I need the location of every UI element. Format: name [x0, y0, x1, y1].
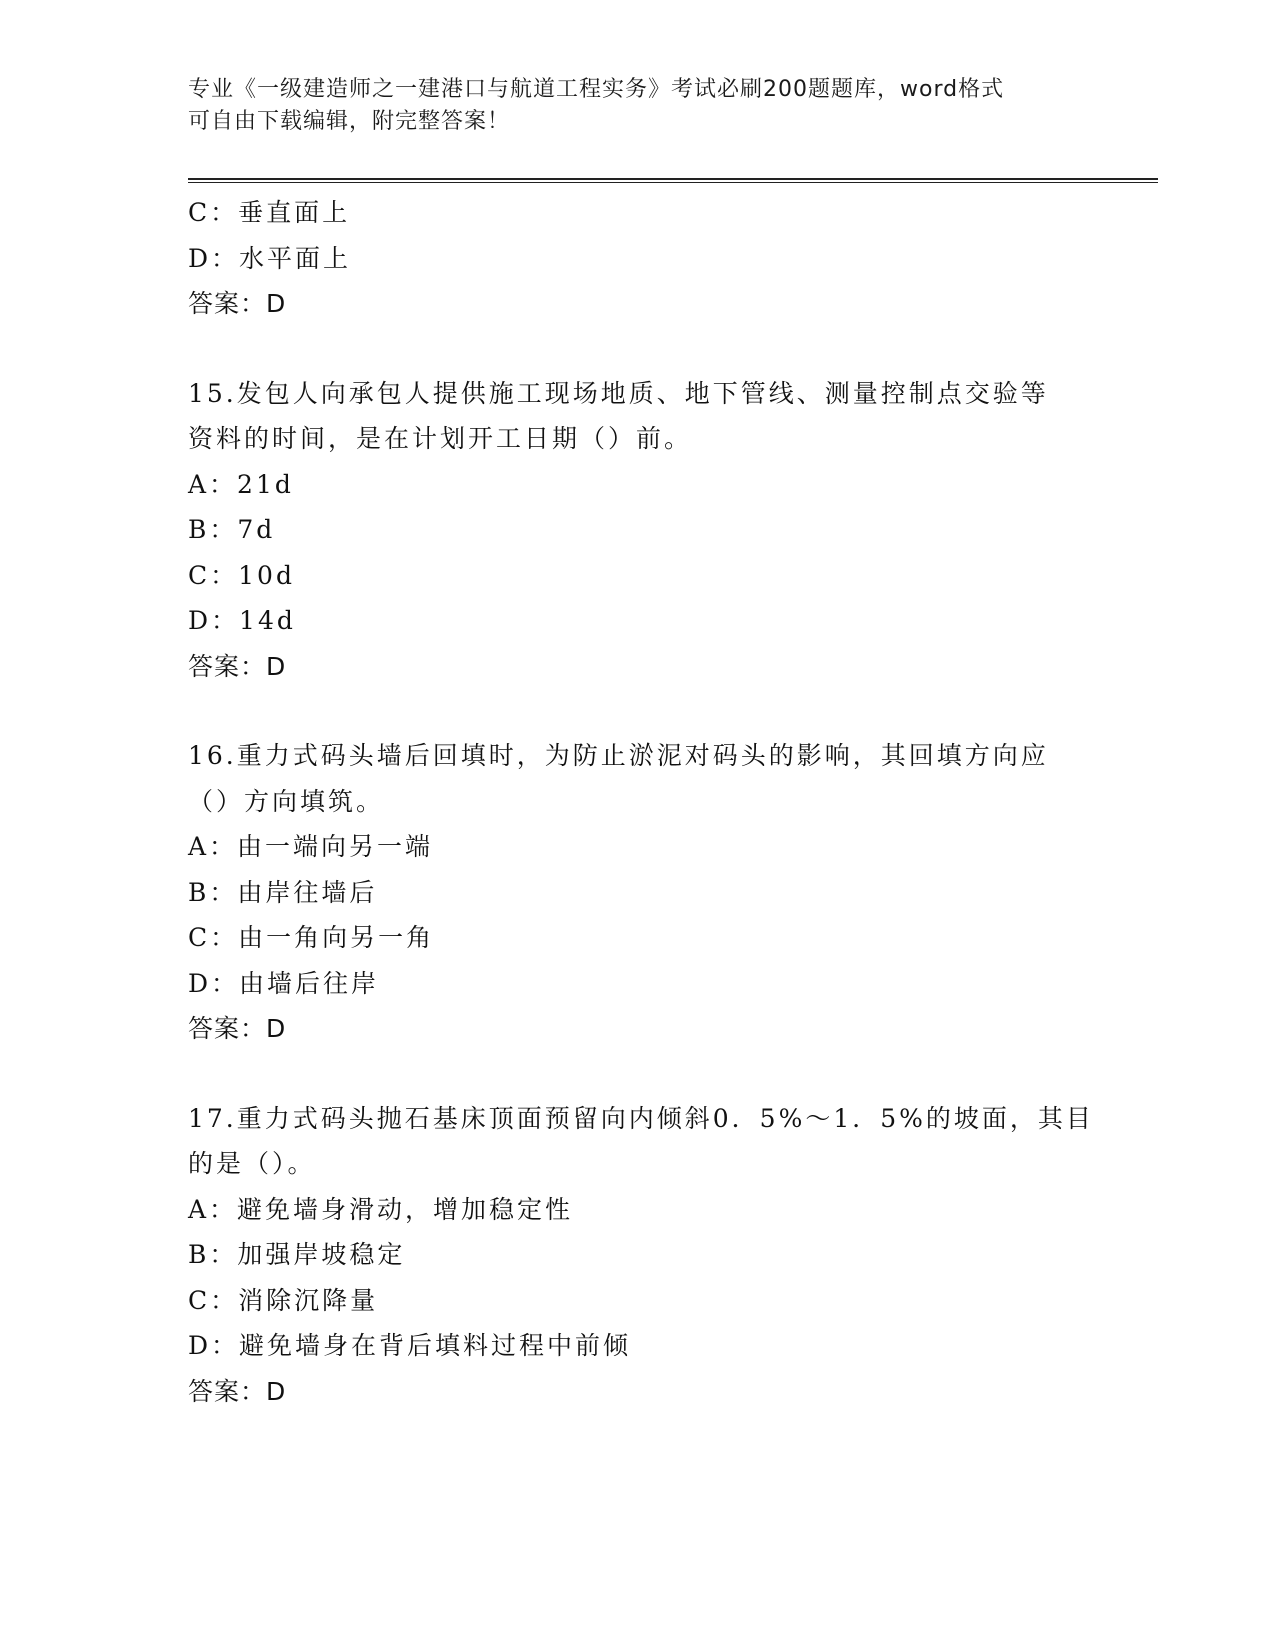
option-d: D：水平面上 [188, 243, 352, 273]
answer-line: 答案：D [188, 651, 287, 681]
option-b: B：由岸往墙后 [188, 877, 378, 907]
question-stem-line: 的是（）。 [188, 1149, 316, 1178]
question-16 [188, 733, 1088, 1052]
option-b: B：7d [188, 515, 276, 544]
header-divider [188, 178, 1158, 183]
answer-line: 答案：D [188, 289, 287, 318]
option-a: A：避免墙身滑动，增加稳定性 [188, 1194, 574, 1224]
question-15 [188, 371, 1088, 690]
option-c: C：垂直面上 [188, 198, 351, 227]
header-line-1: 专业《一级建造师之一建港口与航道工程实务》考试必刷200题题库，word格式 [188, 77, 1005, 102]
previous-question-tail [188, 190, 1088, 327]
question-stem-line: 资料的时间，是在计划开工日期（）前。 [188, 424, 693, 453]
option-b: B：加强岸坡稳定 [188, 1240, 406, 1269]
option-d: D：避免墙身在背后填料过程中前倾 [188, 1331, 632, 1360]
header-line-2: 可自由下载编辑，附完整答案！ [188, 109, 511, 134]
option-a: A：由一端向另一端 [188, 832, 434, 861]
option-d: D：由墙后往岸 [188, 968, 380, 998]
question-stem-line: （）方向填筑。 [188, 786, 385, 816]
question-stem-line: 15.发包人向承包人提供施工现场地质、地下管线、测量控制点交验等 [188, 378, 1049, 408]
option-c: C：由一角向另一角 [188, 923, 435, 952]
option-c: C：10d [188, 560, 295, 590]
option-d: D：14d [188, 606, 296, 635]
option-a: A：21d [188, 469, 294, 499]
question-list [188, 190, 1094, 1414]
answer-line: 答案：D [188, 1014, 287, 1043]
page-header [188, 74, 1088, 138]
question-stem-line: 16.重力式码头墙后回填时，为防止淤泥对码头的影响，其回填方向应 [188, 741, 1049, 770]
question-17 [188, 1096, 1094, 1415]
question-stem-line: 17.重力式码头抛石基床顶面预留向内倾斜0．5%～1．5%的坡面，其目 [188, 1103, 1094, 1133]
option-c: C：消除沉降量 [188, 1285, 379, 1315]
answer-line: 答案：D [188, 1376, 287, 1406]
